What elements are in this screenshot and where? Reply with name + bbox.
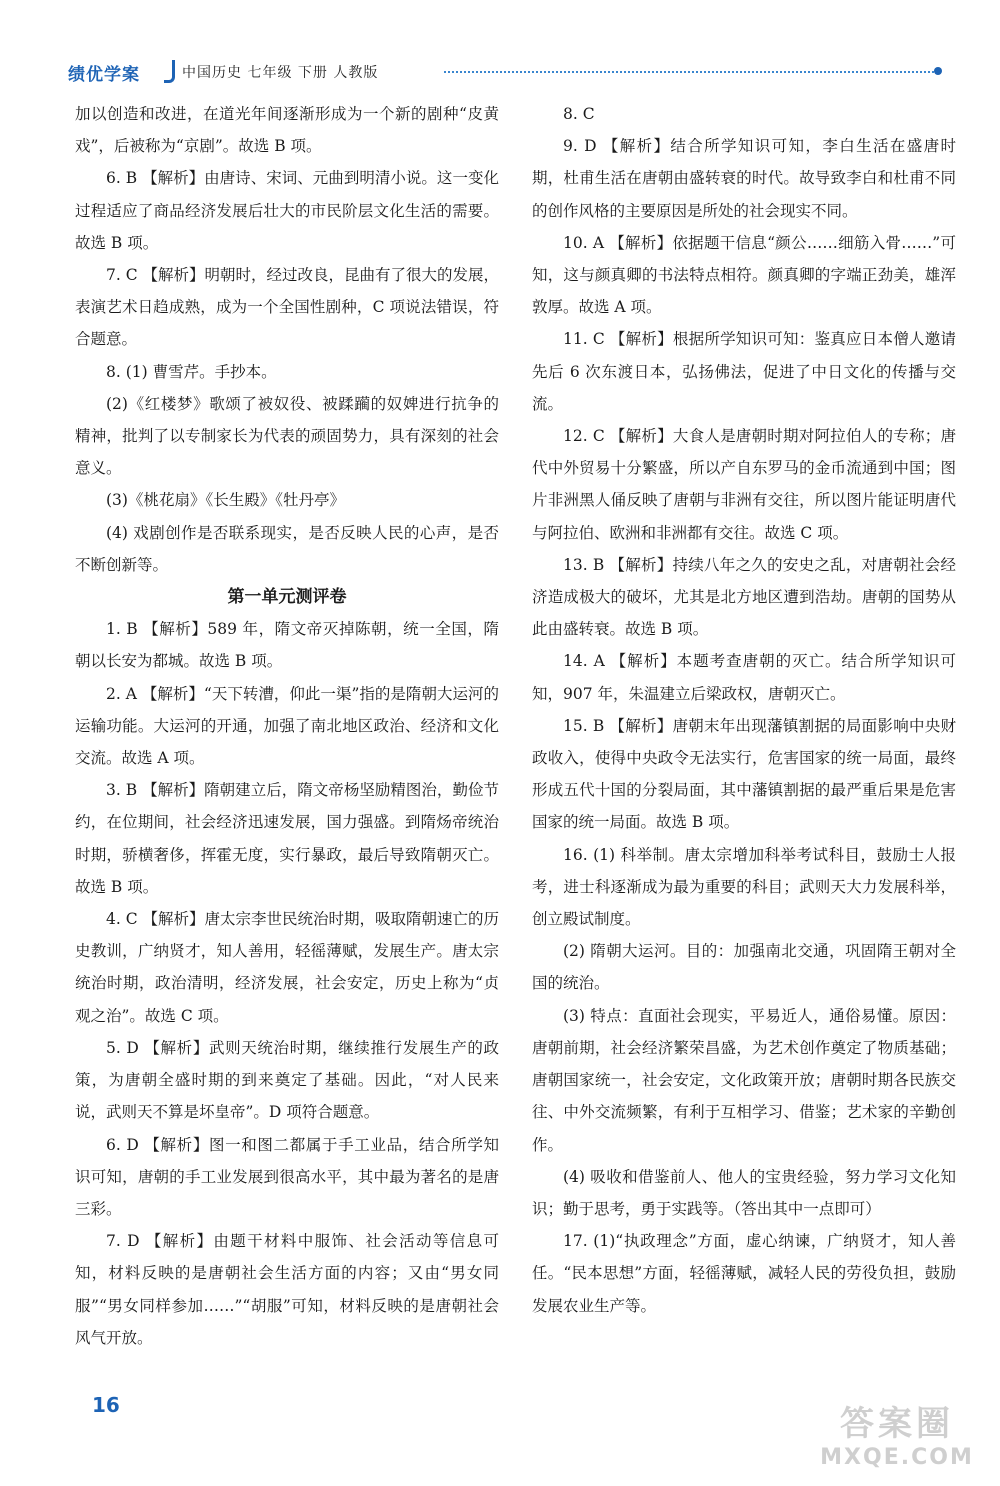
watermark-logo — [812, 1404, 982, 1478]
test-answer-13: 13. B 【解析】持续八年之久的安史之乱，对唐朝社会经济造成极大的破坏，尤其是北方地区遭到浩劫。唐朝的国势从此由盛转衰。故选 B 项。 — [532, 555, 956, 639]
page-header — [68, 58, 948, 88]
test-answer-4: 4. C 【解析】唐太宗李世民统治时期，吸取隋朝速亡的历史教训，广纳贤才，知人善用，轻徭薄赋，发展生产。唐太宗统治时期，政治清明，经济发展，社会安定，历史上称为“贞观之治”。故选 C 项。 — [75, 910, 500, 1025]
brand-logo: 绩优学案 — [68, 65, 140, 85]
answer-8-4: (4) 戏剧创作是否联系现实，是否反映人民的心声，是否不断创新等。 — [75, 523, 499, 574]
test-answer-5: 5. D 【解析】武则天统治时期，继续推行发展生产的政策，为唐朝全盛时期的到来奠定了基础。因此，“对人民来说，武则天不算是坏皇帝”。D 项符合题意。 — [75, 1038, 499, 1122]
answer-6: 6. B 【解析】由唐诗、宋词、元曲到明清小说。这一变化过程适应了商品经济发展后壮大的市民阶层文化生活的需要。故选 B 项。 — [75, 169, 499, 252]
test-answer-14: 14. A 【解析】本题考查唐朝的灭亡。结合所学知识可知，907 年，朱温建立后梁政权，唐朝灭亡。 — [532, 652, 956, 703]
test-answer-11: 11. C 【解析】根据所学知识可知：鉴真应日本僧人邀请先后 6 次东渡日本，弘扬佛法，促进了中日文化的传播与交流。 — [532, 330, 956, 413]
answer-8-2: (2)《红楼梦》歌颂了被奴役、被蹂躏的奴婢进行抗争的精神，批判了以专制家长为代表的顽固势力，具有深刻的社会意义。 — [75, 394, 499, 478]
answer-7: 7. C 【解析】明朝时，经过改良，昆曲有了很大的发展，表演艺术日趋成熟，成为一个全国性剧种，C 项说法错误，符合题意。 — [75, 266, 500, 349]
test-answer-9: 9. D 【解析】结合所学知识可知，李白生活在盛唐时期，杜甫生活在唐朝由盛转衰的时代。故导致李白和杜甫不同的创作风格的主要原因是所处的社会现实不同。 — [532, 137, 956, 220]
answer-8-3: (3)《桃花扇》《长生殿》《牡丹亭》 — [106, 491, 345, 510]
test-answer-2: 2. A 【解析】“天下转漕，仰此一渠”指的是隋朝大运河的运输功能。大运河的开通，加强了南北地区政治、经济和文化交流。故选 A 项。 — [75, 684, 499, 768]
paragraph: 加以创造和改进，在道光年间逐渐形成为一个新的剧种“皮黄戏”，后被称为“京剧”。故选 B 项。 — [75, 105, 499, 156]
right-column — [532, 98, 956, 1322]
brand-hook-icon — [164, 60, 175, 83]
test-answer-16-3: (3) 特点：直面社会现实，平易近人，通俗易懂。原因：唐朝前期，社会经济繁荣昌盛，为艺术创作奠定了物质基础；唐朝国家统一，社会安定，文化政策开放；唐朝时期各民族交往、中外交流频繁，有利于互相学习、借鉴；艺术家的辛勤创作。 — [532, 1006, 956, 1154]
book-info: 中国历史 七年级 下册 人教版 — [182, 65, 379, 81]
test-answer-1: 1. B 【解析】589 年，隋文帝灭掉陈朝，统一全国，隋朝以长安为都城。故选 B 项。 — [75, 620, 499, 671]
header-dotted-rule — [444, 71, 938, 73]
test-answer-6: 6. D 【解析】图一和图二都属于手工业品，结合所学知识可知，唐朝的手工业发展到很高水平，其中最为著名的是唐三彩。 — [75, 1135, 499, 1218]
test-answer-16-4: (4) 吸收和借鉴前人、他人的宝贵经验，努力学习文化知识；勤于思考，勇于实践等。（答出其中一点即可） — [532, 1167, 956, 1218]
test-answer-15: 15. B 【解析】唐朝末年出现藩镇割据的局面影响中央财政收入，使得中央政令无法实行，危害国家的统一局面，最终形成五代十国的分裂局面，其中藩镇割据的最严重后果是危害国家的统一局面。故选 B 项。 — [532, 716, 956, 832]
test-answer-17-1: 17. (1)“执政理念”方面，虚心纳谏，广纳贤才，知人善任。“民本思想”方面，轻徭薄赋，减轻人民的劳役负担，鼓励发展农业生产等。 — [532, 1232, 956, 1315]
answer-8-1: 8. (1) 曹雪芹。手抄本。 — [106, 362, 277, 381]
test-answer-16-2: (2) 隋朝大运河。目的：加强南北交通，巩固隋王朝对全国的统治。 — [532, 942, 956, 993]
test-answer-16-1: 16. (1) 科举制。唐太宗增加科举考试科目，鼓励士人报考，进士科逐渐成为最为重要的科目；武则天大力发展科举，创立殿试制度。 — [532, 845, 956, 929]
test-answer-12: 12. C 【解析】大食人是唐朝时期对阿拉伯人的专称；唐代中外贸易十分繁盛，所以产自东罗马的金币流通到中国；图片非洲黑人俑反映了唐朝与非洲有交往，所以图片能证明唐代与阿拉伯、欧洲和非洲都有交往。故选 C 项。 — [532, 427, 956, 542]
left-column — [75, 98, 499, 1354]
header-dot-icon — [934, 67, 942, 75]
test-answer-10: 10. A 【解析】依据题干信息“颜公……细筋入骨……”可知，这与颜真卿的书法特点相符。颜真卿的字端正劲美，雄浑敦厚。故选 A 项。 — [532, 233, 956, 317]
section-title: 第一单元测评卷 — [227, 587, 347, 608]
page-number: 16 — [92, 1393, 120, 1417]
watermark-bottom: MXQE.COM — [820, 1445, 974, 1470]
test-answer-3: 3. B 【解析】隋朝建立后，隋文帝杨坚励精图治，勤俭节约，在位期间，社会经济迅速发展，国力强盛。到隋炀帝统治时期，骄横奢侈，挥霍无度，实行暴政，最后导致隋朝灭亡。故选 B 项。 — [75, 781, 499, 896]
test-answer-8: 8. C — [563, 105, 595, 123]
test-answer-7: 7. D 【解析】由题干材料中服饰、社会活动等信息可知，材料反映的是唐朝社会生活方面的内容；又由“男女同服”“男女同样参加……”“胡服”可知，材料反映的是唐朝社会风气开放。 — [75, 1232, 499, 1347]
watermark-top: 答案圈 — [840, 1404, 954, 1444]
